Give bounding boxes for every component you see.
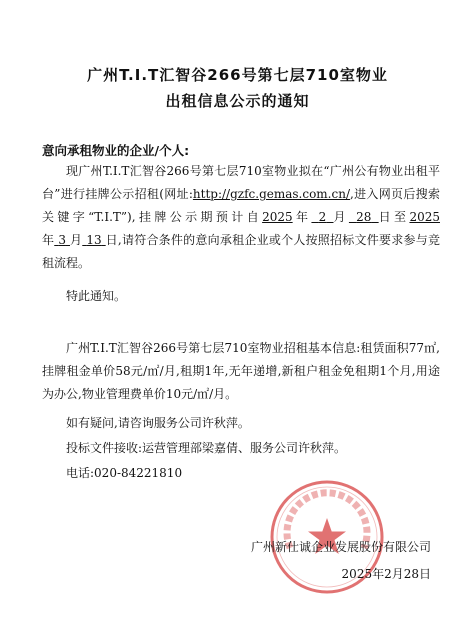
title-line-1: 广州T.I.T汇智谷266号第七层710室物业 [87, 66, 388, 84]
website-link[interactable]: http://gzfc.gemas.com.cn/ [192, 187, 350, 201]
p1-yue-2: 月 [70, 233, 83, 247]
paragraph-notice-end: 特此通知。 [66, 289, 127, 303]
start-day: 28 [356, 210, 372, 224]
paragraph-basic-info: 广州T.I.T汇智谷266号第七层710室物业招租基本信息:租赁面积77㎡,挂牌租金单价58元/㎡/月,租期1年,无年递增,新租户租金免租期1个月,用途为办公,物业管理费单价10元/㎡/月。 [42, 341, 440, 401]
paragraph-announcement [42, 160, 440, 275]
start-month: 2 [318, 210, 327, 224]
end-month: 3 [58, 233, 66, 247]
title-line-2: 出租信息公示的通知 [165, 92, 310, 110]
paragraph-inquiry: 如有疑问,请咨询服务公司许秋萍。 [66, 416, 250, 430]
end-day: 13 [86, 233, 102, 247]
p1-nian-2: 年 [42, 233, 55, 247]
start-year: 2025 [262, 210, 293, 224]
p1-text-c: 日,请符合条件的意向承租企业或个人按照招标文件要求参与竞租流程。 [42, 233, 440, 270]
paragraph-phone: 电话:020-84221810 [66, 466, 183, 480]
end-year: 2025 [409, 210, 440, 224]
p1-yue-1: 月 [333, 210, 349, 224]
paragraph-bid-receipt: 投标文件接收:运营管理部梁嘉倩、服务公司许秋萍。 [66, 441, 347, 455]
signature-date: 2025年2月28日 [341, 567, 431, 581]
salutation: 意向承租物业的企业/个人: [42, 143, 190, 158]
p1-ri-1: 日至 [378, 210, 410, 224]
signature-company: 广州新仕诚企业发展股份有限公司 [250, 540, 431, 554]
p1-text-b: ,进入网页后搜索关键字“T.I.T”),挂牌公示期预计自 [42, 187, 440, 224]
p1-text-a: 现广州T.I.T汇智谷266号第七层710室物业拟在“广州公有物业出租平台”进行挂牌公示招租(网址: [42, 164, 440, 201]
p1-nian-1: 年 [292, 210, 312, 224]
